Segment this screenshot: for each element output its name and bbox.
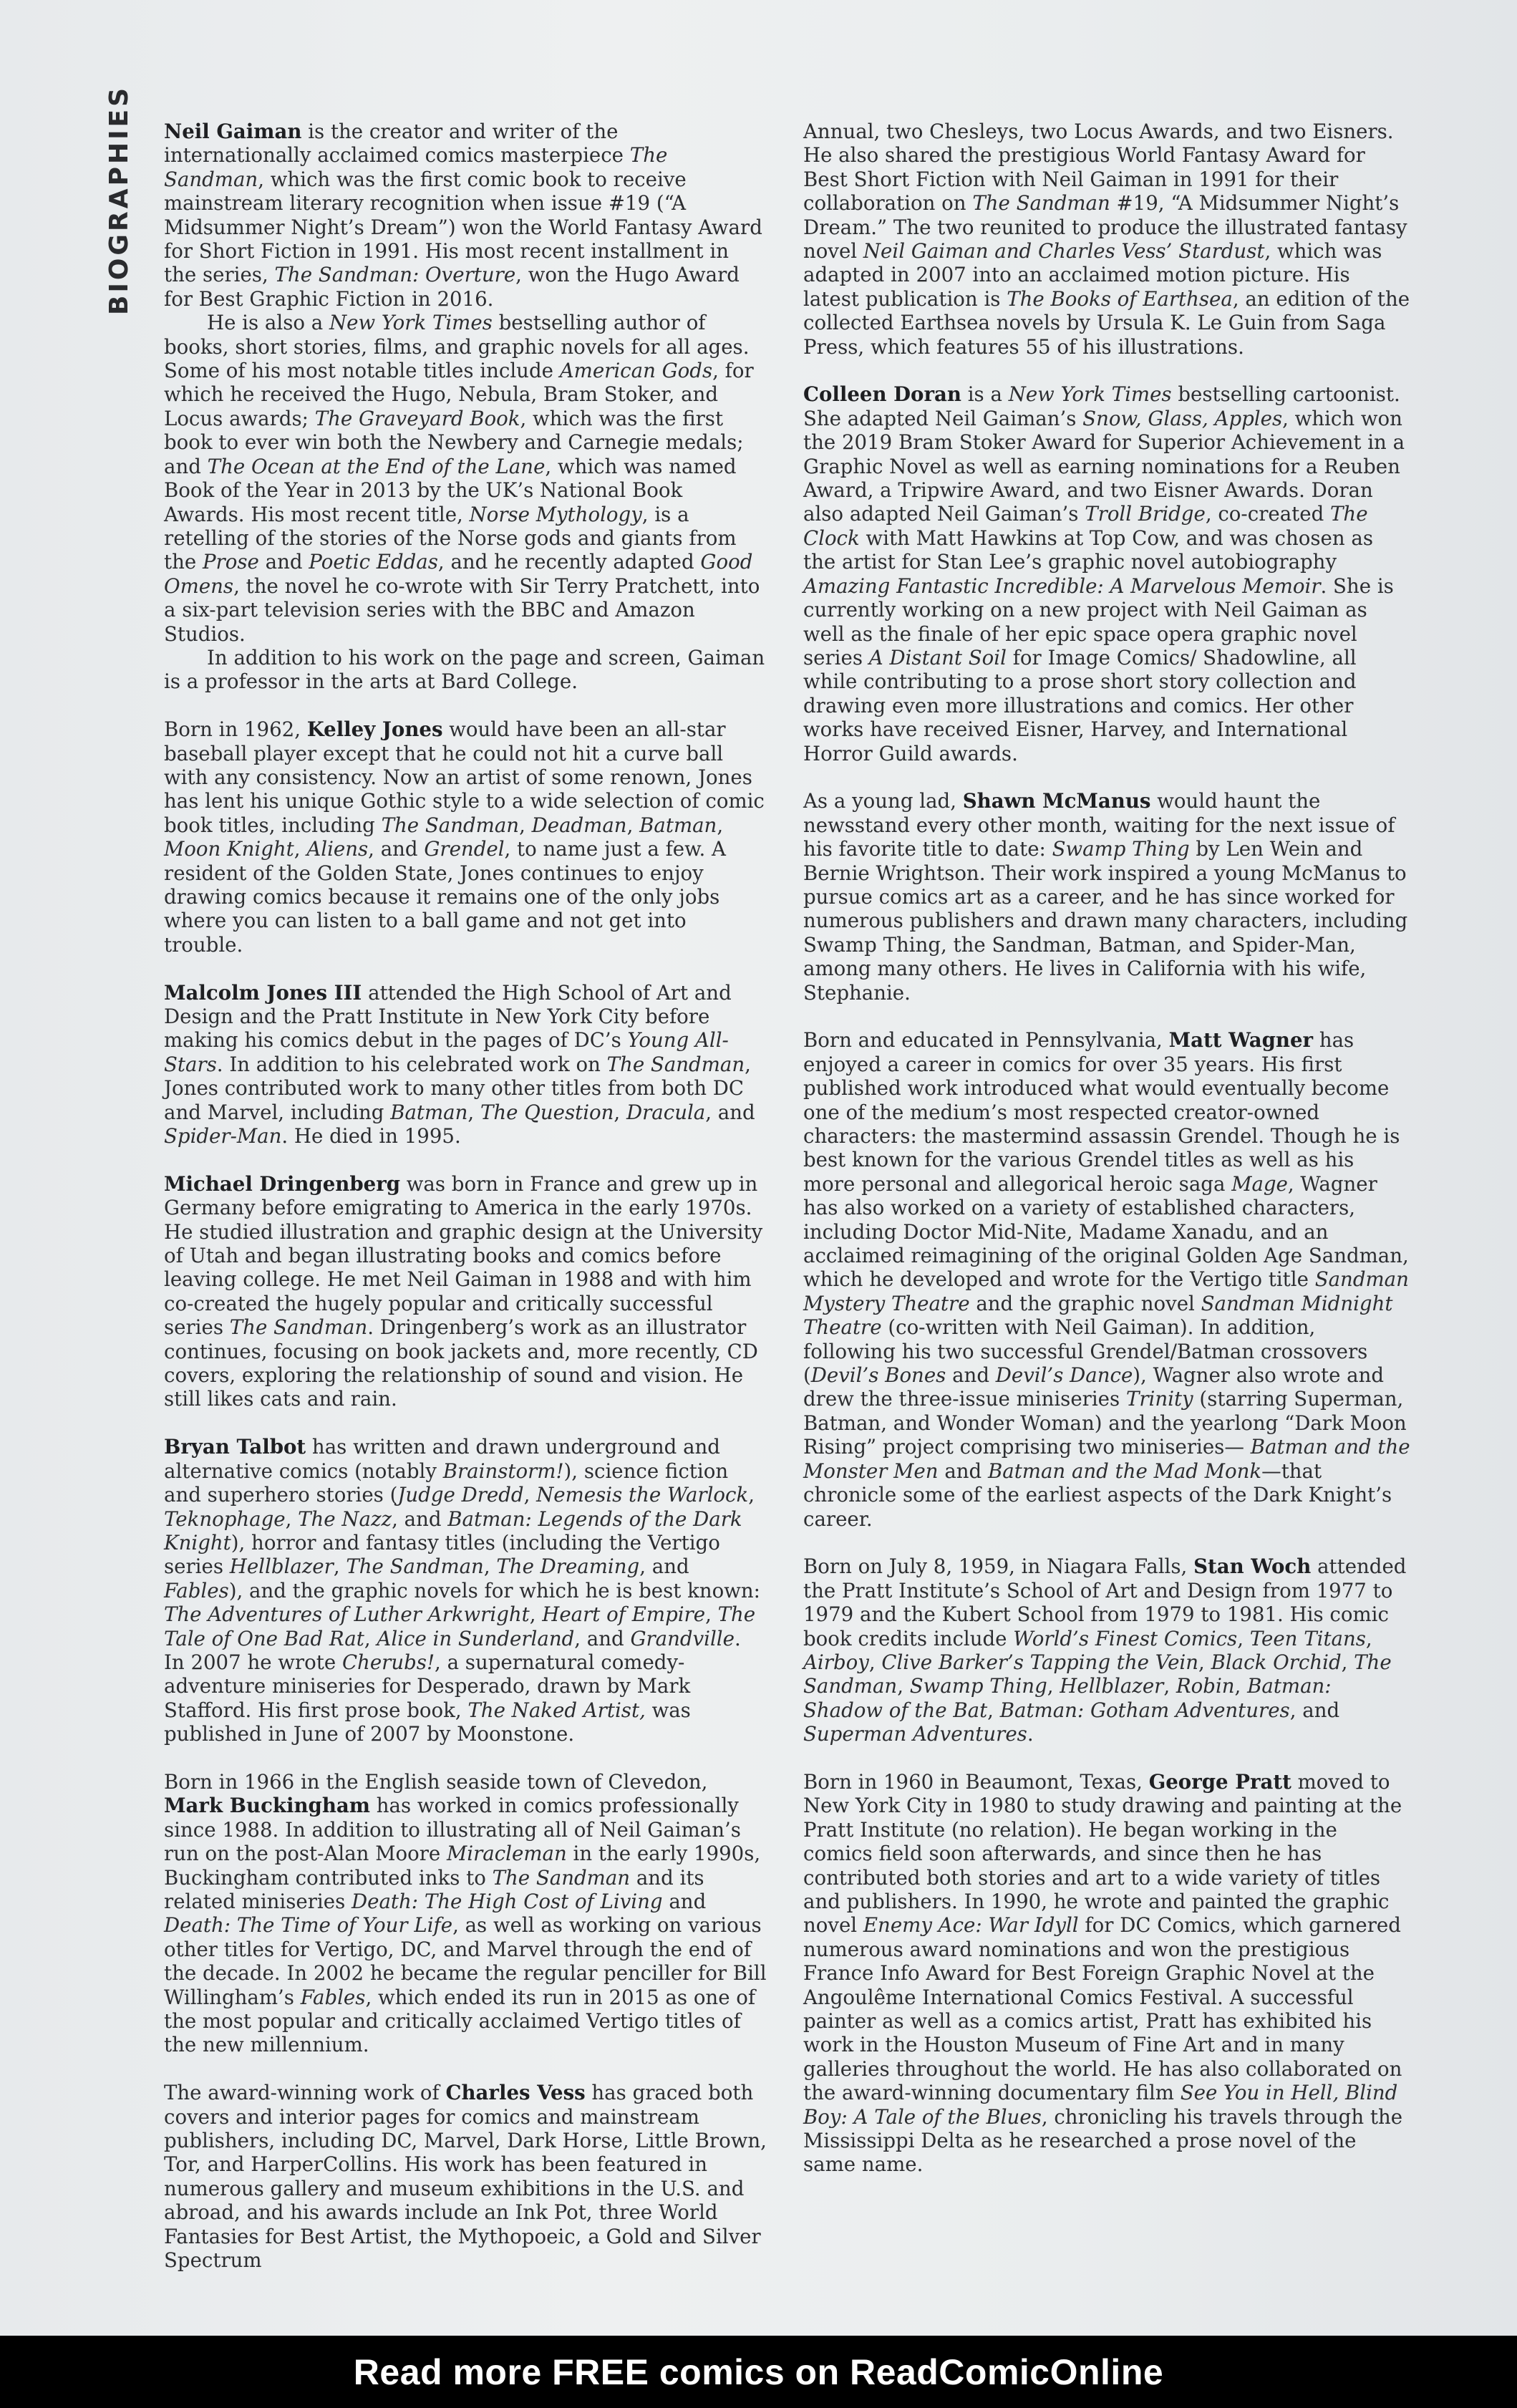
- body-text: , and he recently adapted: [437, 550, 701, 574]
- body-text: is the creator and writer of the internationally acclaimed comics masterpiece: [164, 120, 630, 168]
- work-title: Batman and the Mad Monk: [987, 1459, 1262, 1483]
- body-text: ,: [614, 1100, 626, 1124]
- work-title: The Sandman: [492, 1865, 631, 1890]
- biography-entry: [164, 717, 767, 957]
- body-text: , won the Hugo Award for Best Graphic Fiction in 2016.: [164, 263, 740, 311]
- body-text: attended the High School of Art and Design and the Pratt Institute in New York City before making his comics debut in the pages of DC’s: [164, 980, 732, 1053]
- biography-paragraph: [164, 717, 767, 957]
- biography-entry: [803, 1770, 1410, 2177]
- work-title: The Ocean at the End of the Lane: [207, 454, 546, 478]
- biography-paragraph: [803, 1028, 1410, 1531]
- body-text: ,: [483, 1554, 497, 1579]
- work-title: The Graveyard Book: [314, 406, 520, 430]
- work-title: Young All-Stars: [164, 1028, 729, 1076]
- body-text: would haunt the newsstand every other month, waiting for the next issue of his favorite title to date:: [803, 789, 1395, 861]
- body-text: has written and drawn underground and alternative comics (notably: [164, 1435, 720, 1483]
- body-text: , co-created: [1205, 502, 1331, 526]
- body-text: and: [258, 550, 309, 574]
- body-text: , which was the first comic book to receive mainstream literary recognition when issue #19 (“A Midsummer Night’s Dream”) won the World Fantasy Award for Short Fiction in 1991. His most recent installment in the series,: [164, 167, 762, 287]
- body-text: ,: [897, 1674, 910, 1698]
- body-text: , which was the first book to ever win both the Newbery and Carnegie medals; and: [164, 406, 744, 478]
- work-title: Good Omens: [164, 550, 753, 598]
- body-text: , Wagner has also worked on a variety of established characters, including Doctor Mid-Nite, Madame Xanadu, and an acclaimed reimagining of the original Golden Age Sandman, which he developed and wrote for the Vertigo title: [803, 1171, 1409, 1292]
- body-text: ,: [519, 813, 532, 837]
- body-text: ,: [1365, 1626, 1372, 1650]
- work-title: The Tale of One Bad Rat: [164, 1602, 756, 1650]
- body-text: —that chronicle some of the earliest aspects of the Dark Knight’s career.: [803, 1459, 1392, 1531]
- work-title: Aliens: [306, 837, 369, 861]
- body-text: ,: [868, 1650, 882, 1674]
- biography-entry: [164, 1435, 767, 1746]
- work-title: World’s Finest Comics: [1013, 1626, 1238, 1650]
- biography-paragraph: [164, 981, 767, 1149]
- work-title: Prose: [202, 550, 259, 574]
- work-title: Moon Knight: [164, 837, 294, 861]
- work-title: Death: The High Cost of Living: [352, 1889, 663, 1913]
- work-title: Devil’s Dance: [995, 1363, 1133, 1388]
- biography-entry: [803, 789, 1410, 1005]
- body-text: ,: [364, 1626, 377, 1650]
- body-text: ,: [1234, 1674, 1248, 1698]
- creator-name: Matt Wagner: [1168, 1028, 1314, 1053]
- body-text: . In 2007 he wrote: [164, 1626, 741, 1674]
- body-text: ,: [1237, 1626, 1250, 1650]
- body-text: Born in 1960 in Beaumont, Texas,: [803, 1769, 1149, 1794]
- work-title: Deadman: [531, 813, 627, 837]
- work-title: The Clock: [803, 502, 1368, 550]
- body-text: ,: [626, 813, 640, 837]
- work-title: Mage: [1231, 1171, 1288, 1196]
- body-text: has enjoyed a career in comics for over 35 years. His first published work introduced what would eventually become one of the medium’s most respected creator-owned characters: the mastermind assassin Grendel. Though he is best known for the various Grendel titles as well as his more personal and allegorical heroic saga: [803, 1028, 1400, 1196]
- biography-entry: [164, 2081, 767, 2272]
- body-text: , as well as working on various other titles for Vertigo, DC, and Marvel through the end of the decade. In 2002 he became the regular penciller for Bill Willingham’s: [164, 1913, 767, 2009]
- work-title: Hellblazer: [229, 1554, 334, 1579]
- work-title: Grendel: [424, 837, 505, 861]
- biography-entry: [803, 120, 1410, 359]
- work-title: Batman: Legends of the Dark Knight: [164, 1507, 742, 1554]
- work-title: The Books of Earthsea: [1007, 286, 1233, 311]
- biography-entry: [803, 1554, 1410, 1746]
- biography-paragraph: [803, 1770, 1410, 2177]
- body-text: , which won the 2019 Bram Stoker Award for Superior Achievement in a Graphic Novel as well as earning nominations for a Reuben Award, a Tripwire Award, and two Eisner Awards. Doran also adapted Neil Gaiman’s: [803, 406, 1405, 526]
- work-title: The Naked Artist,: [467, 1698, 646, 1722]
- creator-name: Malcolm Jones III: [164, 980, 362, 1005]
- work-title: The Adventures of Luther Arkwright: [164, 1602, 530, 1627]
- work-title: Grandville: [630, 1626, 735, 1650]
- body-text: ,: [1341, 1650, 1354, 1674]
- work-title: Neil Gaiman and Charles Vess’ Stardust: [863, 239, 1265, 263]
- work-title: Poetic Eddas: [309, 550, 438, 574]
- work-title: New York Times: [329, 311, 493, 335]
- work-title: Fables: [300, 1985, 366, 2009]
- work-title: The Sandman: Overture: [274, 263, 516, 287]
- body-text: , and: [392, 1507, 448, 1531]
- work-title: Cherubs!: [341, 1650, 435, 1674]
- work-title: The Sandman: [606, 1052, 745, 1076]
- creator-name: Kelley Jones: [306, 717, 443, 742]
- work-title: Norse Mythology: [469, 502, 642, 526]
- body-text: was born in France and grew up in Germany before emigrating to America in the early 1970s. He studied illustration and graphic design at the University of Utah and began illustrating books and comics before leaving college. He met Neil Gaiman in 1988 and with him co-created the hugely popular and critically successful series: [164, 1171, 763, 1340]
- work-title: Teknophage: [164, 1507, 286, 1531]
- work-title: The Question: [480, 1100, 614, 1124]
- body-text: and: [946, 1363, 996, 1388]
- body-text: Born in 1966 in the English seaside town of Clevedon,: [164, 1769, 708, 1794]
- biography-paragraph: [803, 1554, 1410, 1746]
- work-title: Swamp Thing: [1052, 837, 1190, 861]
- biography-paragraph: [164, 1435, 767, 1746]
- body-text: , the novel he co-wrote with Sir Terry Pratchett, into a six-part television series with the BBC and Amazon Studios.: [164, 574, 760, 646]
- body-text: ), Wagner also wrote and drew the three-issue miniseries: [803, 1363, 1385, 1411]
- body-text: moved to New York City in 1980 to study drawing and painting at the Pratt Institute (no relation). He began working in the comics field soon afterwards, and since then he has contributed both stories and art to a wide variety of titles and publishers. In 1990, he wrote and painted the graphic novel: [803, 1769, 1402, 1938]
- creator-name: Stan Woch: [1193, 1554, 1312, 1579]
- creator-name: Michael Dringenberg: [164, 1171, 401, 1196]
- body-text: ,: [748, 1483, 755, 1507]
- section-title: BIOGRAPHIES: [105, 85, 134, 315]
- work-title: Spider-Man: [164, 1124, 282, 1149]
- body-text: ,: [467, 1100, 480, 1124]
- body-text: , and: [705, 1100, 755, 1124]
- body-text: ,: [1163, 1674, 1176, 1698]
- body-text: has graced both covers and interior pages for comics and mainstream publishers, including DC, Marvel, Dark Horse, Little Brown, Tor, and HarperCollins. His work has been featured in numerous gallery and museum exhibitions in the U.S. and abroad, and his awards include an Ink Pot, three World Fantasies for Best Artist, the Mythopoeic, a Gold and Silver Spectrum: [164, 2081, 767, 2273]
- biography-entry: [164, 120, 767, 694]
- body-text: . Dringenberg’s work as an illustrator continues, focusing on book jackets and, more recently, CD covers, exploring the relationship of sound and vision. He still likes cats and rain.: [164, 1315, 758, 1411]
- work-title: Batman: [639, 813, 717, 837]
- body-text: Born in 1962,: [164, 717, 307, 742]
- body-text: , is a retelling of the stories of the Norse gods and giants from the: [164, 502, 737, 574]
- body-text: , and: [639, 1554, 689, 1579]
- work-title: The Sandman: [229, 1315, 368, 1340]
- body-text: would have been an all-star baseball player except that he could not hit a curve ball with any consistency. Now an artist of some renown, Jones has lent his unique Gothic style to a wide selection of comic book titles, including: [164, 717, 765, 837]
- work-title: Batman: Gotham Adventures: [999, 1698, 1290, 1722]
- body-text: . In addition to his celebrated work on: [216, 1052, 607, 1076]
- work-title: The Sandman: [972, 191, 1110, 216]
- biography-paragraph: [803, 789, 1410, 1005]
- footer-banner[interactable]: [0, 2336, 1517, 2408]
- work-title: Troll Bridge: [1085, 502, 1206, 526]
- body-text: (co-written with Neil Gaiman). In addition, following his two successful Grendel/Batman crossovers (: [803, 1315, 1368, 1388]
- body-text: In addition to his work on the page and screen, Gaiman is a professor in the arts at Bard College.: [164, 645, 765, 694]
- work-title: Amazing Fantastic Incredible: A Marvelous Memoir: [803, 574, 1321, 598]
- body-text: , which was adapted in 2007 into an acclaimed motion picture. His latest publication is: [803, 239, 1382, 311]
- biography-entry: [164, 981, 767, 1149]
- body-text: , an edition of the collected Earthsea novels by Ursula K. Le Guin from Saga Press, which features 55 of his illustrations.: [803, 286, 1410, 359]
- work-title: Swamp Thing: [909, 1674, 1047, 1698]
- work-title: Clive Barker’s Tapping the Vein: [881, 1650, 1199, 1674]
- body-text: , chronicling his travels through the Mississippi Delta as he researched a prose novel of the same name.: [803, 2104, 1403, 2177]
- work-title: Sandman Midnight Theatre: [803, 1291, 1393, 1340]
- work-title: Brainstorm!: [442, 1459, 564, 1483]
- body-text: , which ended its run in 2015 as one of the most popular and critically acclaimed Vertigo titles of the new millennium.: [164, 1985, 756, 2057]
- work-title: Death: The Time of Your Life: [164, 1913, 453, 1938]
- biography-paragraph: [164, 1770, 767, 2057]
- biography-entry: [164, 1770, 767, 2057]
- body-text: has worked in comics professionally since 1988. In addition to illustrating all of Neil Gaiman’s run on the post-Alan Moore: [164, 1794, 741, 1866]
- body-text: and the graphic novel: [969, 1291, 1201, 1315]
- body-text: ,: [523, 1483, 537, 1507]
- work-title: The Sandman: [164, 143, 668, 191]
- body-text: ), horror and fantasy titles (including the Vertigo series: [164, 1530, 720, 1579]
- body-text: ,: [333, 1554, 346, 1579]
- body-text: and: [662, 1889, 707, 1913]
- work-title: The Sandman: [381, 813, 520, 837]
- body-text: ,: [705, 1602, 718, 1627]
- work-title: New York Times: [1008, 382, 1172, 407]
- work-title: See You in Hell, Blind Boy: A Tale of the Blues: [803, 2081, 1398, 2129]
- body-text: He is also a: [207, 311, 329, 335]
- body-text: , and: [368, 837, 425, 861]
- body-text: #19, “A Midsummer Night’s Dream.” The two reunited to produce the illustrated fantasy novel: [803, 191, 1407, 263]
- body-text: The award-winning work of: [164, 2081, 446, 2105]
- work-title: Trinity: [1125, 1387, 1193, 1411]
- body-text: ,: [1198, 1650, 1211, 1674]
- work-title: Dracula: [626, 1100, 706, 1124]
- body-text: Born and educated in Pennsylvania,: [803, 1028, 1169, 1053]
- body-text: with Matt Hawkins at Top Cow, and was chosen as the artist for Stan Lee’s graphic novel autobiography: [803, 526, 1373, 574]
- body-text: (starring Superman, Batman, and Wonder Woman) and the yearlong “Dark Moon Rising” project comprising two miniseries—: [803, 1387, 1407, 1459]
- body-text: ,: [529, 1602, 543, 1627]
- work-title: American Gods: [559, 359, 713, 383]
- footer-link[interactable]: Read more FREE comics on ReadComicOnline: [353, 2351, 1164, 2392]
- biography-paragraph: [164, 646, 767, 694]
- creator-name: Mark Buckingham: [164, 1794, 370, 1818]
- body-text: bestselling author of books, short stories, films, and graphic novels for all ages. Some of his most notable titles include: [164, 311, 750, 383]
- work-title: Superman Adventures: [803, 1722, 1027, 1746]
- creator-name: Bryan Talbot: [164, 1435, 306, 1459]
- work-title: Batman: Shadow of the Bat: [803, 1674, 1332, 1722]
- body-text: , to name just a few. A resident of the Golden State, Jones continues to enjoy drawing comics because it remains one of the only jobs where you can listen to a ball game and not get into trouble.: [164, 837, 726, 957]
- body-text: ,: [717, 813, 724, 837]
- body-text: .: [1027, 1722, 1034, 1746]
- body-text: attended the Pratt Institute’s School of Art and Design from 1977 to 1979 and the Kubert School from 1979 to 1981. His comic book credits include: [803, 1554, 1407, 1650]
- body-text: ,: [1047, 1674, 1060, 1698]
- right-column: [803, 120, 1410, 2200]
- body-text: , Jones contributed work to many other titles from both DC and Marvel, including: [164, 1052, 751, 1124]
- work-title: The Nazz: [298, 1507, 392, 1531]
- work-title: Batman: [390, 1100, 468, 1124]
- biography-paragraph: [803, 382, 1410, 765]
- work-title: Hellblazer: [1060, 1674, 1164, 1698]
- biography-paragraph: [164, 120, 767, 311]
- work-title: The Sandman: [803, 1650, 1392, 1698]
- biography-paragraph: [164, 311, 767, 646]
- body-text: Annual, two Chesleys, two Locus Awards, and two Eisners. He also shared the prestigious World Fantasy Award for Best Short Fiction with Neil Gaiman in 1991 for their collaboration on: [803, 120, 1394, 216]
- body-text: and: [938, 1459, 988, 1483]
- work-title: Snow, Glass, Apples: [1082, 406, 1283, 430]
- body-text: for DC Comics, which garnered numerous award nominations and won the prestigious France Info Award for Best Foreign Graphic Novel at the Angoulême International Comics Festival. A successful painter as well as a comics artist, Pratt has exhibited his work in the Houston Museum of Fine Art and in many galleries throughout the world. He has also collaborated on the award-winning documentary film: [803, 1913, 1402, 2105]
- body-text: is a: [961, 382, 1009, 407]
- body-text: , a supernatural comedy-adventure miniseries for Desperado, drawn by Mark Stafford. His first prose book,: [164, 1650, 691, 1722]
- body-text: As a young lad,: [803, 789, 963, 813]
- work-title: Airboy: [803, 1650, 869, 1674]
- body-text: ,: [285, 1507, 299, 1531]
- body-text: by Len Wein and Bernie Wrightson. Their work inspired a young McManus to pursue comics art as a career, and he has since worked for numerous publishers and drawn many characters, including Swamp Thing, the Sandman, Batman, and Spider-Man, among many others. He lives in California with his wife, Stephanie.: [803, 837, 1408, 1005]
- body-text: bestselling cartoonist. She adapted Neil Gaiman’s: [803, 382, 1400, 430]
- creator-name: Charles Vess: [445, 2081, 586, 2105]
- body-text: and its related miniseries: [164, 1865, 704, 1913]
- work-title: Fables: [164, 1578, 229, 1602]
- body-text: , and: [574, 1626, 631, 1650]
- work-title: Enemy Ace: War Idyll: [863, 1913, 1079, 1938]
- work-title: Heart of Empire: [542, 1602, 706, 1627]
- body-text: Born on July 8, 1959, in Niagara Falls,: [803, 1554, 1194, 1579]
- body-text: ,: [294, 837, 307, 861]
- left-column: [164, 120, 767, 2296]
- body-text: , for which he received the Hugo, Nebula, Bram Stoker, and Locus awards;: [164, 359, 754, 430]
- biography-entry: [164, 1172, 767, 1411]
- creator-name: Neil Gaiman: [164, 120, 302, 143]
- work-title: Miracleman: [447, 1842, 567, 1866]
- work-title: Batman and the Monster Men: [803, 1435, 1410, 1483]
- body-text: , and: [1289, 1698, 1340, 1722]
- work-title: The Sandman: [346, 1554, 484, 1579]
- body-text: , which was named Book of the Year in 2013 by the UK’s National Book Awards. His most recent title,: [164, 454, 737, 526]
- work-title: Black Orchid: [1211, 1650, 1342, 1674]
- creator-name: George Pratt: [1148, 1769, 1291, 1794]
- biography-paragraph: [803, 120, 1410, 359]
- work-title: Nemesis the Warlock: [536, 1483, 749, 1507]
- body-text: in the early 1990s, Buckingham contributed inks to: [164, 1842, 761, 1890]
- body-text: ), science fiction and superhero stories (: [164, 1459, 729, 1507]
- creator-name: Shawn McManus: [962, 789, 1151, 813]
- work-title: The Dreaming: [496, 1554, 640, 1579]
- work-title: Robin: [1176, 1674, 1235, 1698]
- biography-paragraph: [164, 1172, 767, 1411]
- work-title: Judge Dredd: [397, 1483, 524, 1507]
- work-title: Sandman Mystery Theatre: [803, 1267, 1409, 1315]
- work-title: A Distant Soil: [868, 645, 1007, 669]
- work-title: Teen Titans: [1249, 1626, 1366, 1650]
- body-text: for Image Comics/ Shadowline, all while contributing to a prose short story collection and drawing even more illustrations and comics. Her other works have received Eisner, Harvey, and International Horror Guild awards.: [803, 645, 1357, 765]
- biography-entry: [803, 1028, 1410, 1531]
- biography-entry: [803, 382, 1410, 765]
- work-title: Devil’s Bones: [810, 1363, 946, 1388]
- work-title: Alice in Sunderland: [377, 1626, 575, 1650]
- body-text: was published in June of 2007 by Moonstone.: [164, 1698, 691, 1746]
- body-text: . He died in 1995.: [281, 1124, 461, 1149]
- body-text: ,: [987, 1698, 1000, 1722]
- creator-name: Colleen Doran: [803, 382, 961, 407]
- body-text: ), and the graphic novels for which he is best known:: [228, 1578, 760, 1602]
- biography-paragraph: [164, 2081, 767, 2272]
- body-text: . She is currently working on a new project with Neil Gaiman as well as the finale of her epic space opera graphic novel series: [803, 574, 1394, 669]
